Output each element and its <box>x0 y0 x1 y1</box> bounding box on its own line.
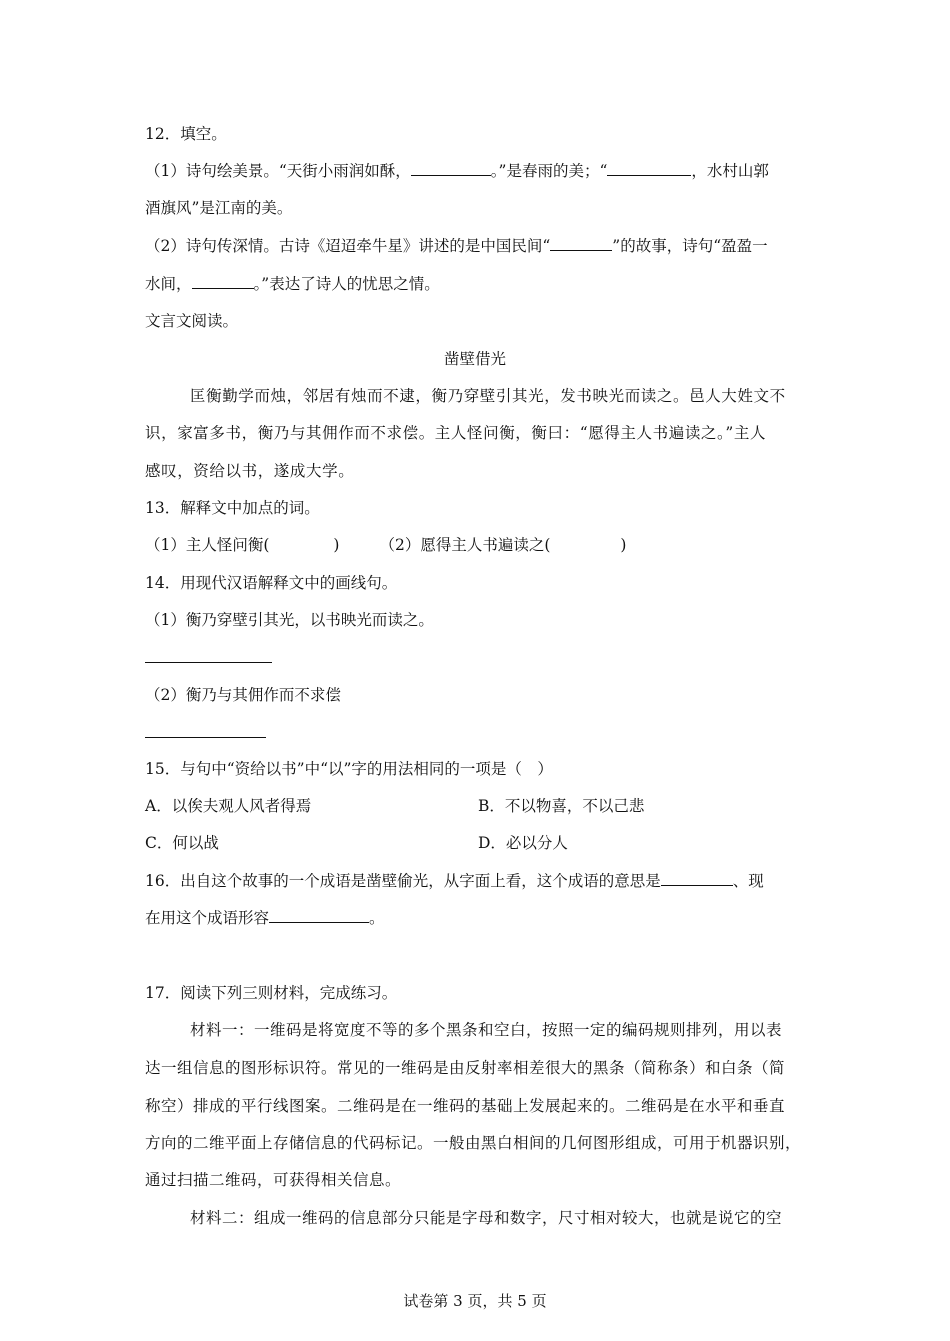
passage-text: 匡衡勤学而烛，邻居有烛而不逮，衡乃穿壁引其光，发书映光而读之。邑人大姓文不 <box>190 387 786 405</box>
answer-blank[interactable] <box>607 161 691 176</box>
material-1-line-2: 达一组信息的图形标识符。常见的一维码是由反射率相差很大的黑条（简称条）和白条（简 <box>145 1059 786 1077</box>
q13-heading: 13．解释文中加点的词。 <box>145 499 320 517</box>
q15-option-b[interactable]: B．不以物喜，不以己悲 <box>478 797 645 815</box>
q12-item2-line1 <box>145 236 768 256</box>
text: （2）诗句传深情。古诗《迢迢牵牛星》讲述的是中国民间“ <box>145 237 551 255</box>
q14-item2: （2）衡乃与其佣作而不求偿 <box>145 686 341 704</box>
q12-heading: 12．填空。 <box>145 125 227 143</box>
material-1-line-5: 通过扫描二维码，可获得相关信息。 <box>145 1171 402 1189</box>
answer-blank[interactable] <box>411 161 491 176</box>
passage-line-2: 识，家富多书，衡乃与其佣作而不求偿。主人怪问衡，衡曰：“愿得主人书遍读之。”主人 <box>145 424 767 442</box>
answer-line[interactable] <box>145 737 266 738</box>
q15-option-a[interactable]: A．以俟夫观人风者得焉 <box>145 797 312 815</box>
q15-option-c[interactable]: C．何以战 <box>145 834 219 852</box>
q15-heading: 15．与句中“资给以书”中“以”字的用法相同的一项是（ ） <box>145 760 553 778</box>
text: ) <box>333 536 340 554</box>
material-2-line-1: 材料二：组成一维码的信息部分只能是字母和数字，尺寸相对较大，也就是说它的空 <box>190 1209 783 1227</box>
q12-item1-line1 <box>145 161 769 181</box>
text: 。”表达了诗人的忧思之情。 <box>253 275 440 293</box>
q14-item1: （1）衡乃穿壁引其光，以书映光而读之。 <box>145 611 434 629</box>
material-1-line-3: 称空）排成的平行线图案。二维码是在一维码的基础上发展起来的。二维码是在水平和垂直 <box>145 1097 786 1115</box>
section-label: 文言文阅读。 <box>145 312 239 330</box>
q15-option-d[interactable]: D．必以分人 <box>478 834 568 852</box>
text: 水间， <box>145 275 192 293</box>
answer-blank[interactable] <box>192 274 254 289</box>
q12-item1-line2: 酒旗风”是江南的美。 <box>145 199 293 217</box>
text: 。”是春雨的美；“ <box>490 162 608 180</box>
text: 在用这个成语形容 <box>145 909 270 927</box>
q16-line1 <box>145 871 764 891</box>
q16-line2 <box>145 908 385 928</box>
q14-heading: 14．用现代汉语解释文中的画线句。 <box>145 574 398 592</box>
q13-items <box>145 535 626 555</box>
passage-line-1 <box>190 386 786 406</box>
text: ”的故事，诗句“盈盈一 <box>612 237 768 255</box>
q13-item2: （2）愿得主人书遍读之( <box>379 536 551 554</box>
q13-item1: （1）主人怪问衡( <box>145 536 270 554</box>
text: ，水村山郭 <box>691 162 769 180</box>
page-footer: 试卷第 3 页，共 5 页 <box>403 1292 547 1310</box>
text: 、现 <box>732 872 764 890</box>
material-1-line-4: 方向的二维平面上存储信息的代码标记。一般由黑白相间的几何图形组成，可用于机器识别， <box>145 1134 802 1152</box>
answer-line[interactable] <box>145 662 272 663</box>
answer-blank[interactable] <box>661 871 733 886</box>
passage-line-3: 感叹，资给以书，遂成大学。 <box>145 462 355 480</box>
text: （1）诗句绘美景。“天街小雨润如酥， <box>145 162 411 180</box>
text: 16．出自这个故事的一个成语是凿壁偷光，从字面上看，这个成语的意思是 <box>145 872 661 890</box>
text: ) <box>620 536 627 554</box>
text: 。 <box>369 909 385 927</box>
answer-blank[interactable] <box>269 908 369 923</box>
answer-blank[interactable] <box>550 236 612 251</box>
q17-heading: 17．阅读下列三则材料，完成练习。 <box>145 984 398 1002</box>
passage-title: 凿壁借光 <box>443 350 506 368</box>
material-1-line-1: 材料一：一维码是将宽度不等的多个黑条和空白，按照一定的编码规则排列，用以表 <box>190 1021 783 1039</box>
q12-item2-line2 <box>145 274 440 294</box>
